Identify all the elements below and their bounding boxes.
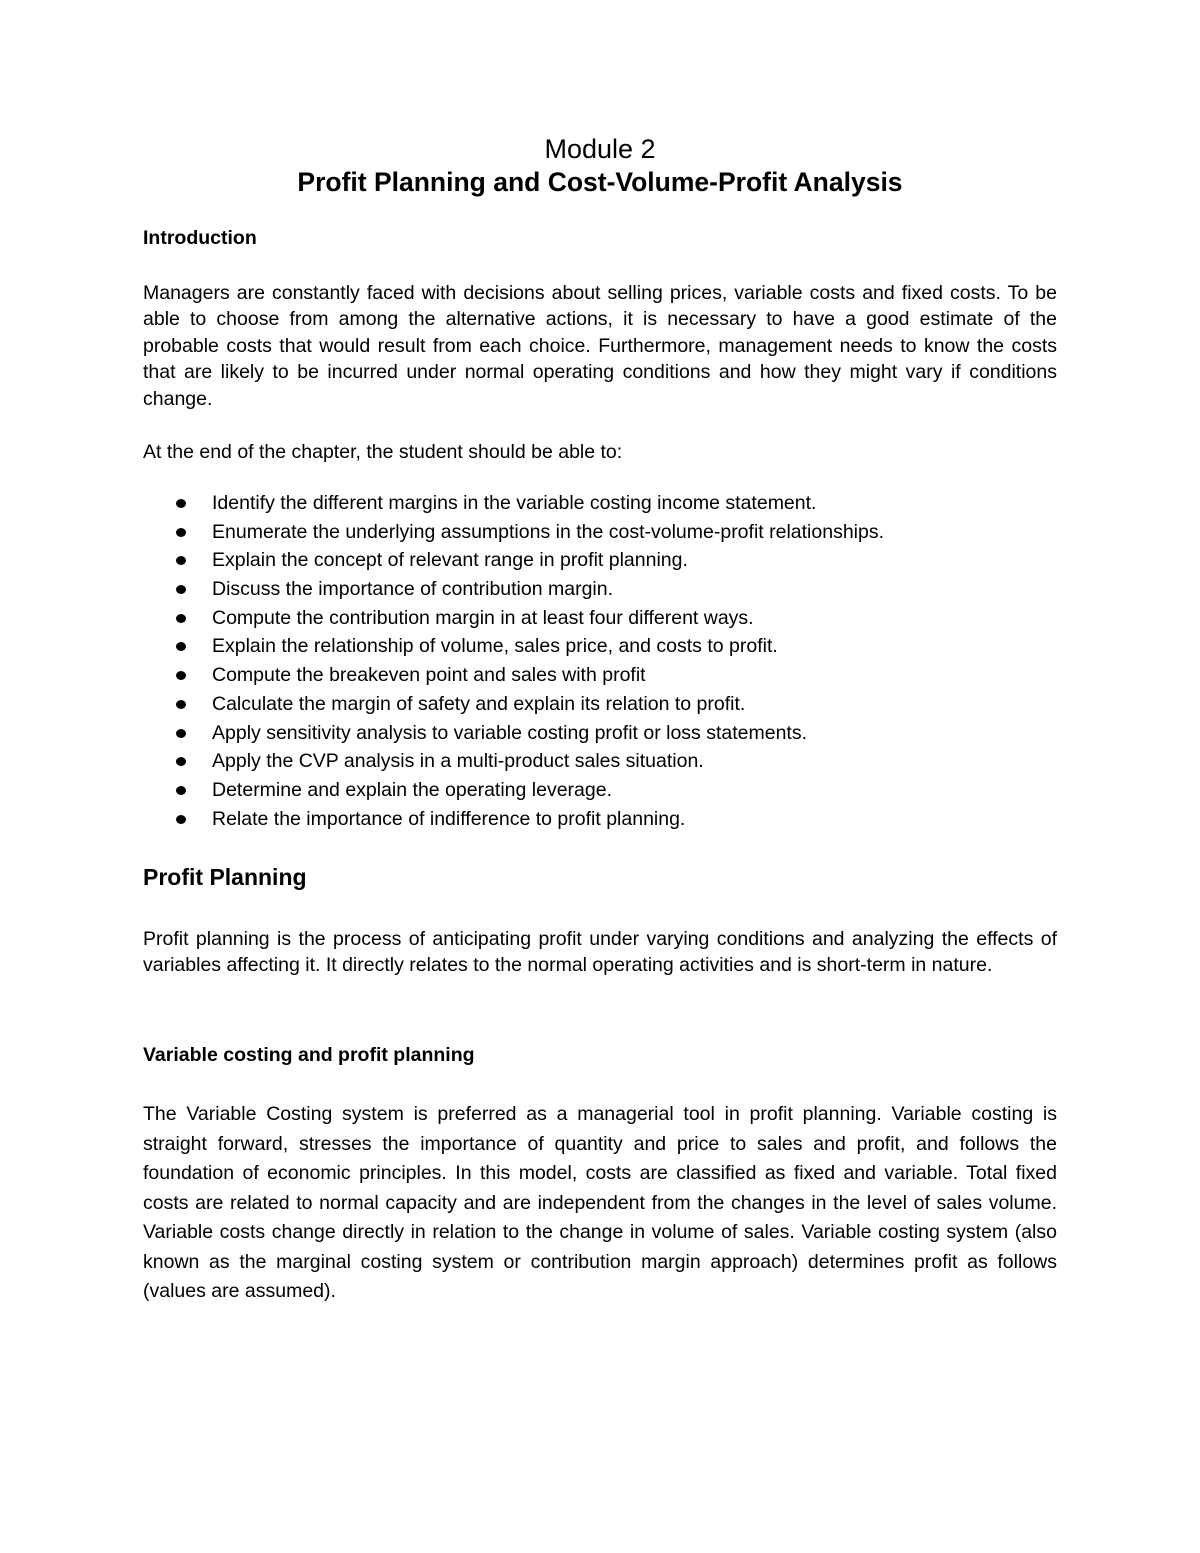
bullet-icon — [176, 671, 186, 680]
list-item — [143, 719, 1057, 748]
objective-text: Apply the CVP analysis in a multi-product sales situation. — [212, 750, 704, 773]
introduction-heading: Introduction — [143, 227, 257, 249]
list-item — [143, 776, 1057, 805]
objective-text: Identify the different margins in the variable costing income statement. — [212, 492, 817, 514]
objective-text: Explain the relationship of volume, sales price, and costs to profit. — [212, 635, 778, 658]
objective-text: Apply sensitivity analysis to variable costing profit or loss statements. — [212, 721, 808, 744]
objective-text: Determine and explain the operating leverage. — [212, 778, 613, 801]
list-item — [143, 747, 1057, 776]
objective-text: Relate the importance of indifference to profit planning. — [212, 807, 686, 830]
bullet-icon — [176, 757, 186, 766]
objective-text: Enumerate the underlying assumptions in the cost-volume-profit relationships. — [212, 520, 885, 543]
objectives-list — [143, 489, 1057, 833]
list-item — [143, 489, 1057, 518]
profit-planning-paragraph: Profit planning is the process of anticipating profit under varying conditions and analyzing the effects of variables affecting it. It directly relates to the normal operating activities and is short-term in nature. — [143, 928, 1057, 977]
objective-text: Discuss the importance of contribution margin. — [212, 578, 614, 601]
variable-costing-heading: Variable costing and profit planning — [143, 1044, 475, 1066]
module-label: Module 2 — [544, 134, 656, 164]
list-item — [143, 575, 1057, 604]
bullet-icon — [176, 585, 186, 594]
introduction-paragraph: Managers are constantly faced with decisions about selling prices, variable costs and fixed costs. To be able to choose from among the alternative actions, it is necessary to have a good estimate of the probable costs that would result from each choice. Furthermore, management needs to know the costs that are likely to be incurred under normal operating conditions and how they might vary if conditions change. — [143, 282, 1057, 410]
objective-text: Explain the concept of relevant range in profit planning. — [212, 549, 688, 572]
bullet-icon — [176, 528, 186, 537]
bullet-icon — [176, 642, 186, 651]
objectives-lead: At the end of the chapter, the student should be able to: — [143, 441, 623, 463]
profit-planning-heading: Profit Planning — [143, 864, 307, 890]
list-item — [143, 632, 1057, 661]
list-item — [143, 546, 1057, 575]
list-item — [143, 690, 1057, 719]
objective-text: Compute the breakeven point and sales with profit — [212, 664, 646, 687]
objective-text: Calculate the margin of safety and explain its relation to profit. — [212, 692, 746, 715]
document-title: Profit Planning and Cost-Volume-Profit Analysis — [297, 167, 903, 197]
bullet-icon — [176, 729, 186, 738]
list-item — [143, 518, 1057, 547]
objective-text: Compute the contribution margin in at least four different ways. — [212, 606, 754, 629]
list-item — [143, 805, 1057, 834]
list-item — [143, 661, 1057, 690]
bullet-icon — [176, 786, 186, 795]
bullet-icon — [176, 556, 186, 565]
bullet-icon — [176, 614, 186, 623]
bullet-icon — [176, 815, 186, 824]
list-item — [143, 604, 1057, 633]
bullet-icon — [176, 700, 186, 709]
bullet-icon — [176, 499, 186, 508]
variable-costing-paragraph: The Variable Costing system is preferred as a managerial tool in profit planning. Variable costing is straight forward, stresses the importance of quantity and price to sales and profit, and follows the foundation of economic principles. In this model, costs are classified as fixed and variable. Total fixed costs are related to normal capacity and are independent from the changes in the level of sales volume. Variable costs change directly in relation to the change in volume of sales. Variable costing system (also known as the marginal costing system or contribution margin approach) determines profit as follows (values are assumed). — [143, 1103, 1057, 1302]
